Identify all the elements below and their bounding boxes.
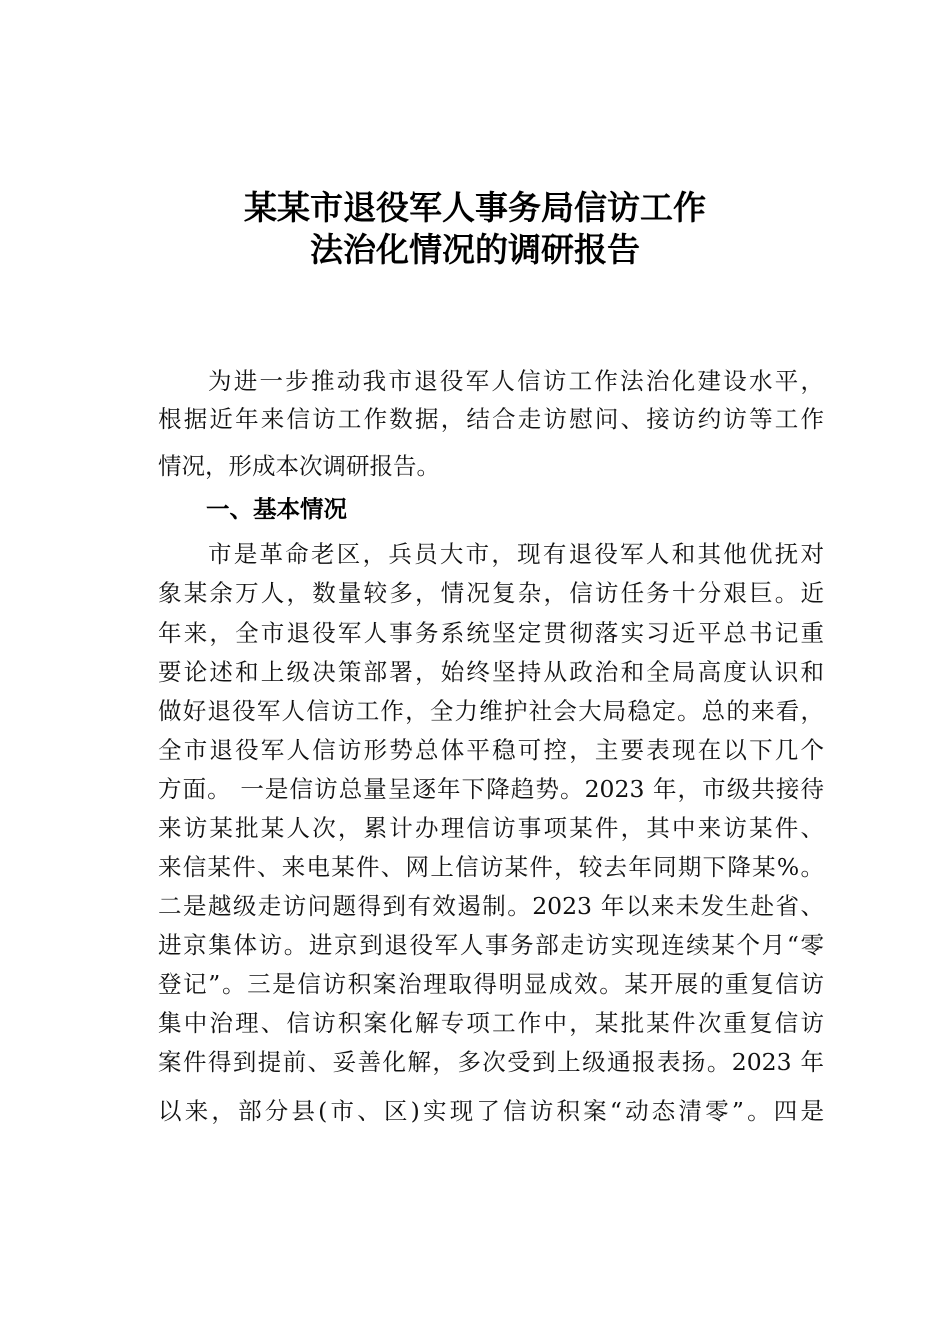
section1-line-1: 市是革命老区，兵员大市，现有退役军人和其他优抚对	[208, 540, 824, 568]
section1-line-4: 要论述和上级决策部署，始终坚持从政治和全局高度认识和	[158, 658, 824, 686]
intro-line-3: 情况，形成本次调研报告。	[158, 452, 440, 480]
section1-line-8: 来访某批某人次，累计办理信访事项某件，其中来访某件、	[158, 814, 824, 842]
section1-line-2: 象某余万人，数量较多，情况复杂，信访任务十分艰巨。近	[158, 579, 824, 607]
section-heading-basic-situation: 一、基本情况	[206, 495, 347, 523]
section1-line-11: 进京集体访。进京到退役军人事务部走访实现连续某个月“零	[158, 931, 824, 959]
document-title-line-1: 某某市退役军人事务局信访工作	[244, 188, 706, 227]
section1-line-7: 方面。 一是信访总量呈逐年下降趋势。2023 年，市级共接待	[158, 775, 824, 803]
intro-line-2: 根据近年来信访工作数据，结合走访慰问、接访约访等工作	[158, 405, 824, 433]
section1-line-14: 案件得到提前、妥善化解，多次受到上级通报表扬。2023 年	[158, 1048, 824, 1076]
section1-line-10: 二是越级走访问题得到有效遏制。2023 年以来未发生赴省、	[158, 892, 824, 920]
section1-line-9: 来信某件、来电某件、网上信访某件，较去年同期下降某%。	[158, 853, 824, 881]
section1-line-12: 登记”。三是信访积案治理取得明显成效。某开展的重复信访	[158, 970, 824, 998]
section1-line-3: 年来，全市退役军人事务系统坚定贯彻落实习近平总书记重	[158, 619, 824, 647]
document-title-line-2: 法治化情况的调研报告	[310, 230, 640, 269]
section1-line-6: 全市退役军人信访形势总体平稳可控，主要表现在以下几个	[158, 736, 824, 764]
section1-line-5: 做好退役军人信访工作，全力维护社会大局稳定。总的来看，	[158, 697, 824, 725]
section1-line-13: 集中治理、信访积案化解专项工作中，某批某件次重复信访	[158, 1009, 824, 1037]
intro-line-1: 为进一步推动我市退役军人信访工作法治化建设水平，	[208, 367, 824, 395]
section1-line-15: 以来，部分县(市、区)实现了信访积案“动态清零”。四是	[158, 1097, 824, 1125]
